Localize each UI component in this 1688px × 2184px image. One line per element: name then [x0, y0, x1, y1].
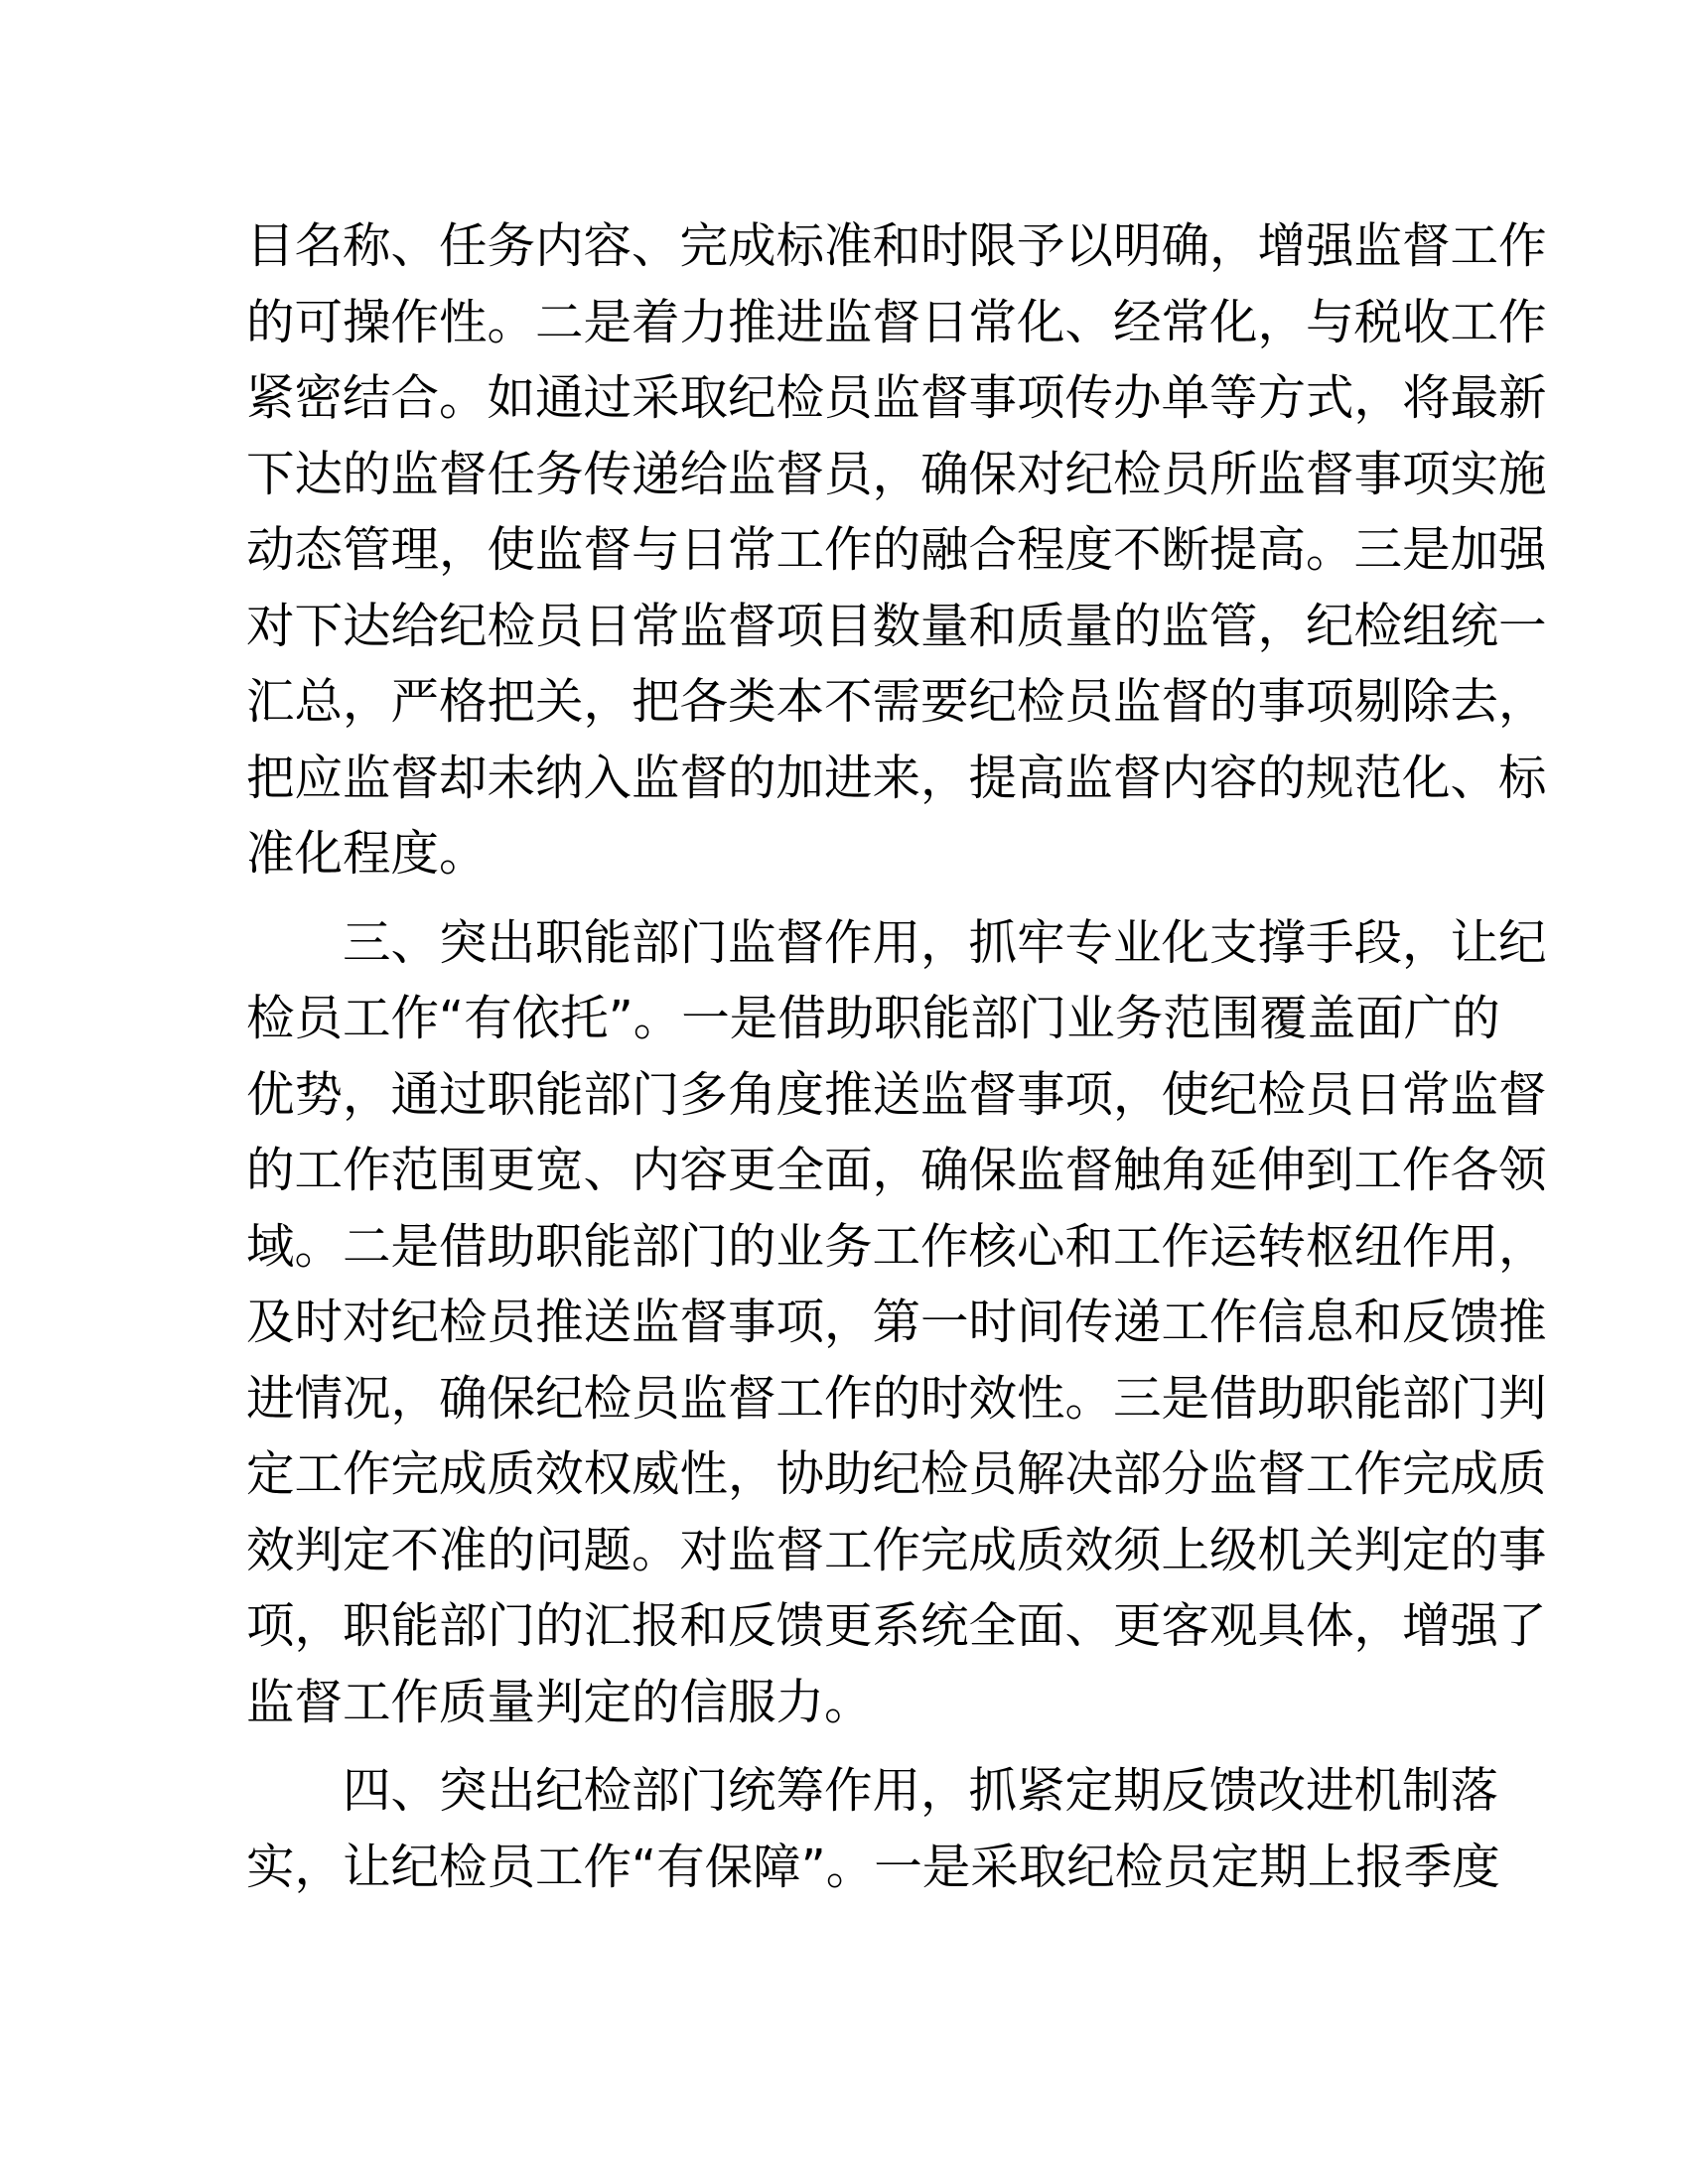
text-line: 目名称、任务内容、完成标准和时限予以明确，增强监督工作 — [246, 218, 1547, 274]
text-line: 动态管理，使监督与日常工作的融合程度不断提高。三是加强 — [246, 522, 1547, 578]
text-line: 项，职能部门的汇报和反馈更系统全面、更客观具体，增强了 — [246, 1598, 1547, 1654]
paragraph-section-3 — [246, 905, 1547, 1741]
text-line: 准化程度。 — [246, 826, 488, 882]
text-line: 效判定不准的问题。对监督工作完成质效须上级机关判定的事 — [246, 1522, 1547, 1578]
document-page — [246, 208, 1547, 1905]
text-line: 及时对纪检员推送监督事项，第一时间传递工作信息和反馈推 — [246, 1295, 1547, 1350]
text-line: 进情况，确保纪检员监督工作的时效性。三是借助职能部门判 — [246, 1370, 1547, 1427]
paragraph-section-4 — [246, 1753, 1500, 1905]
text-line: 检员工作“有依托”。一是借助职能部门业务范围覆盖面广的 — [246, 991, 1500, 1046]
text-line: 定工作完成质效权威性，协助纪检员解决部分监督工作完成质 — [246, 1446, 1547, 1502]
text-line: 域。二是借助职能部门的业务工作核心和工作运转枢纽作用， — [246, 1218, 1547, 1275]
text-line: 三、突出职能部门监督作用，抓牢专业化支撑手段，让纪 — [246, 914, 1547, 971]
text-line: 的可操作性。二是着力推进监督日常化、经常化，与税收工作 — [246, 294, 1547, 350]
text-line: 对下达给纪检员日常监督项目数量和质量的监管，纪检组统一 — [246, 598, 1547, 654]
text-line: 实，让纪检员工作“有保障”。一是采取纪检员定期上报季度 — [246, 1839, 1500, 1895]
text-line: 的工作范围更宽、内容更全面，确保监督触角延伸到工作各领 — [246, 1143, 1547, 1198]
text-line: 监督工作质量判定的信服力。 — [246, 1674, 873, 1730]
text-line: 把应监督却未纳入监督的加进来，提高监督内容的规范化、标 — [246, 750, 1547, 806]
text-line: 下达的监督任务传递给监督员，确保对纪检员所监督事项实施 — [246, 446, 1547, 502]
text-line: 四、突出纪检部门统筹作用，抓紧定期反馈改进机制落 — [246, 1763, 1499, 1819]
text-line: 紧密结合。如通过采取纪检员监督事项传办单等方式，将最新 — [246, 370, 1547, 426]
text-line: 优势，通过职能部门多角度推送监督事项，使纪检员日常监督 — [246, 1066, 1547, 1123]
text-line: 汇总，严格把关，把各类本不需要纪检员监督的事项剔除去， — [246, 674, 1547, 730]
paragraph-1 — [246, 208, 1547, 892]
